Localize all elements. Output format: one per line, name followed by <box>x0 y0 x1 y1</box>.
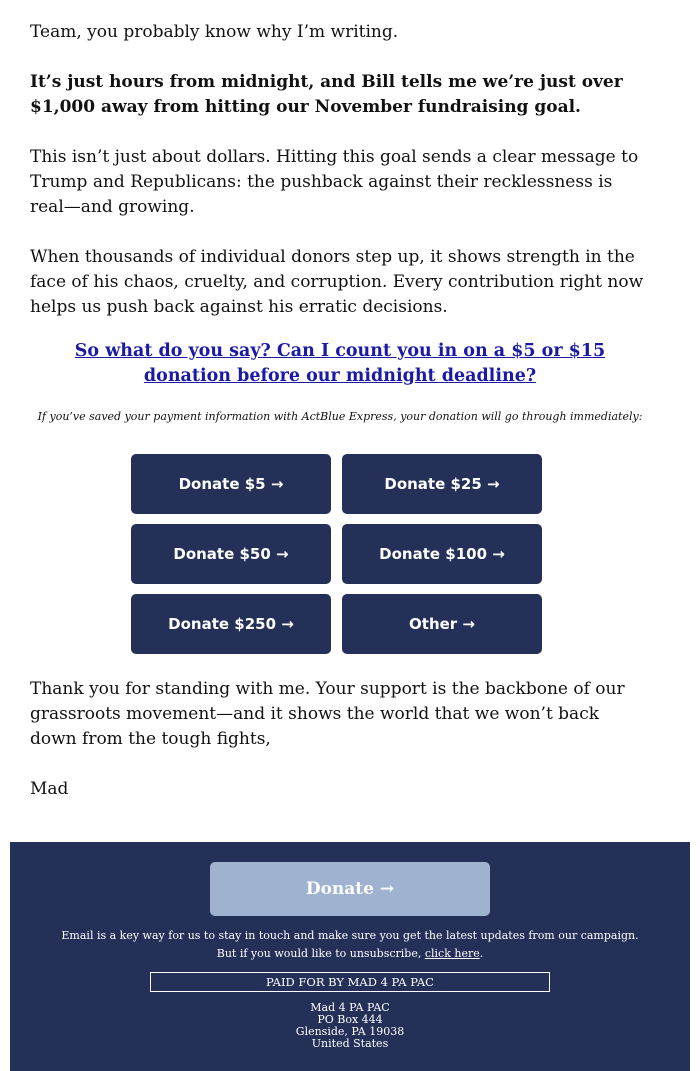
donate-100-button[interactable]: Donate $100 → <box>342 524 542 584</box>
mailing-address <box>50 1002 650 1050</box>
address-line: Glenside, PA 19038 <box>295 1025 405 1038</box>
donate-button-grid <box>121 454 533 654</box>
message-paragraph: This isn’t just about dollars. Hitting this goal sends a clear message to Trump and Republicans: the pushback against their recklessness is real—and growing. <box>30 147 639 217</box>
donate-5-button[interactable]: Donate $5 → <box>131 454 331 514</box>
footer-donate-button[interactable]: Donate → <box>210 862 490 916</box>
ask-donation-link[interactable]: So what do you say? Can I count you in on a $5 or $15 donation before our midnight deadline? <box>74 341 606 386</box>
donate-250-button[interactable]: Donate $250 → <box>131 594 331 654</box>
donate-50-button[interactable]: Donate $50 → <box>131 524 331 584</box>
actblue-express-note: If you’ve saved your payment information with ActBlue Express, your donation will go through immediately: <box>37 410 643 423</box>
unsubscribe-disclaimer <box>50 927 650 963</box>
signoff: Mad <box>30 779 69 799</box>
disclaimer-text: Email is a key way for us to stay in touch and make sure you get the latest updates from our campaign. But if you would like to unsubscribe, <box>61 929 639 960</box>
unsubscribe-link[interactable]: click here <box>424 947 480 960</box>
donate-25-button[interactable]: Donate $25 → <box>342 454 542 514</box>
address-line: Mad 4 PA PAC <box>310 1001 390 1014</box>
address-line: United States <box>311 1037 389 1050</box>
donate-other-button[interactable]: Other → <box>342 594 542 654</box>
email-footer <box>10 842 690 1071</box>
thanks-paragraph: Thank you for standing with me. Your support is the backbone of our grassroots movement—and it shows the world that we won’t back down from the tough fights, <box>30 679 625 749</box>
donor-paragraph: When thousands of individual donors step up, it shows strength in the face of his chaos, cruelty, and corruption. Every contribution right now helps us push back against his erratic decisions. <box>30 247 644 317</box>
address-line: PO Box 444 <box>317 1013 383 1026</box>
urgent-paragraph: It’s just hours from midnight, and Bill tells me we’re just over $1,000 away from hitting our November fundraising goal. <box>30 72 623 117</box>
greeting-paragraph: Team, you probably know why I’m writing. <box>30 22 399 42</box>
disclaimer-end: . <box>479 947 484 960</box>
paid-for-disclaimer: PAID FOR BY MAD 4 PA PAC <box>150 972 550 992</box>
